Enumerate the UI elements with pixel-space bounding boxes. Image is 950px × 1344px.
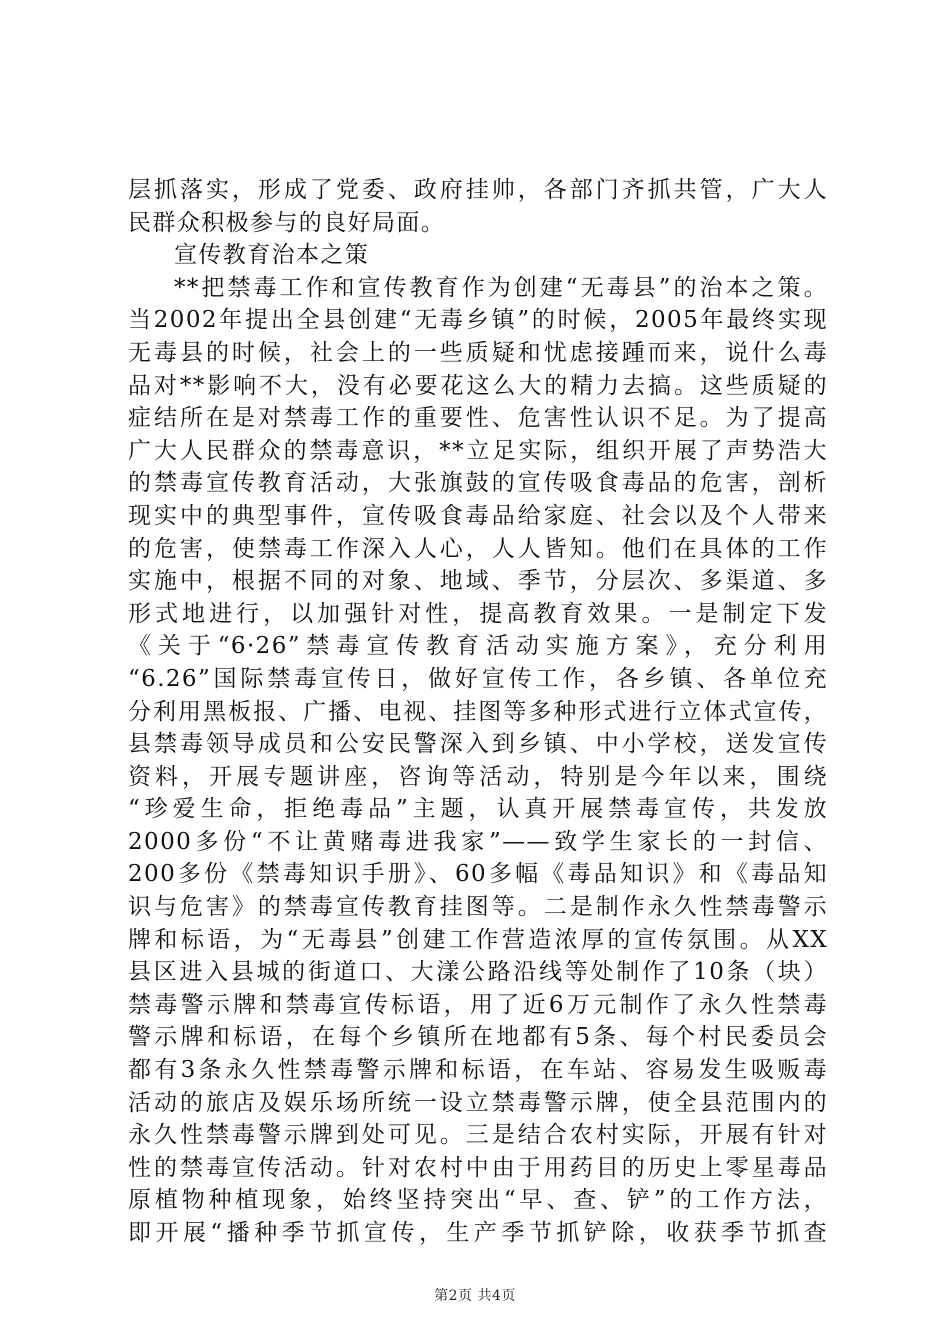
- text-line: 牌和标语，为“无毒县”创建工作营造浓厚的宣传氛围。从XX: [128, 926, 828, 953]
- text-line: 县禁毒领导成员和公安民警深入到乡镇、中小学校，送发宣传: [128, 731, 828, 758]
- text-line: 2000多份“不让黄赌毒进我家”——致学生家长的一封信、: [128, 828, 828, 855]
- text-line: 性的禁毒宣传活动。针对农村中由于用药目的历史上零星毒品: [128, 1154, 828, 1181]
- text-line: 禁毒警示牌和禁毒宣传标语，用了近6万元制作了永久性禁毒: [128, 991, 828, 1018]
- text-line: 《关于“6·26”禁毒宣传教育活动实施方案》，充分利用: [128, 633, 828, 660]
- text-line: 宣传教育治本之策: [174, 242, 370, 269]
- text-line: “珍爱生命，拒绝毒品”主题，认真开展禁毒宣传，共发放: [128, 796, 828, 823]
- text-line: 的禁毒宣传教育活动，大张旗鼓的宣传吸食毒品的危害，剖析: [128, 470, 828, 497]
- text-line: 资料，开展专题讲座，咨询等活动，特别是今年以来，围绕: [128, 763, 828, 790]
- document-body: [128, 174, 828, 1250]
- text-line: 层抓落实，形成了党委、政府挂帅，各部门齐抓共管，广大人: [128, 177, 828, 203]
- text-line: 的危害，使禁毒工作深入人心，人人皆知。他们在具体的工作: [128, 535, 828, 562]
- text-line: 警示牌和标语，在每个乡镇所在地都有5条、每个村民委员会: [128, 1024, 828, 1051]
- text-line: 实施中，根据不同的对象、地域、季节，分层次、多渠道、多: [128, 568, 828, 595]
- text-line: 分利用黑板报、广播、电视、挂图等多种形式进行立体式宣传，: [128, 698, 828, 725]
- text-line: 症结所在是对禁毒工作的重要性、危害性认识不足。为了提高: [128, 405, 828, 432]
- text-line: 县区进入县城的街道口、大漾公路沿线等处制作了10条（块）: [128, 959, 828, 986]
- text-line: “6.26”国际禁毒宣传日，做好宣传工作，各乡镇、各单位充: [128, 665, 828, 692]
- text-line: 活动的旅店及娱乐场所统一设立禁毒警示牌，使全县范围内的: [128, 1089, 828, 1116]
- text-line: 形式地进行，以加强针对性，提高教育效果。一是制定下发: [128, 600, 828, 627]
- text-line: 无毒县的时候，社会上的一些质疑和忧虑接踵而来，说什么毒: [128, 339, 828, 366]
- text-line: 永久性禁毒警示牌到处可见。三是结合农村实际，开展有针对: [128, 1122, 828, 1149]
- text-line: 现实中的典型事件，宣传吸食毒品给家庭、社会以及个人带来: [128, 502, 828, 529]
- page-footer: 第2页 共4页: [434, 1288, 516, 1304]
- text-line: 广大人民群众的禁毒意识，**立足实际，组织开展了声势浩大: [128, 437, 828, 464]
- text-line: 识与危害》的禁毒宣传教育挂图等。二是制作永久性禁毒警示: [128, 894, 828, 921]
- text-line: 品对**影响不大，没有必要花这么大的精力去搞。这些质疑的: [128, 372, 828, 399]
- text-line: 200多份《禁毒知识手册》、60多幅《毒品知识》和《毒品知: [128, 861, 828, 888]
- text-line: 原植物种植现象，始终坚持突出“早、查、铲”的工作方法，: [128, 1187, 828, 1214]
- text-line: 当2002年提出全县创建“无毒乡镇”的时候，2005年最终实现: [128, 307, 828, 334]
- text-line: 民群众积极参与的良好局面。: [128, 209, 446, 236]
- text-line: 即开展“播种季节抓宣传，生产季节抓铲除，收获季节抓查: [128, 1220, 828, 1246]
- text-line: **把禁毒工作和宣传教育作为创建“无毒县”的治本之策。: [174, 274, 828, 301]
- text-line: 都有3条永久性禁毒警示牌和标语，在车站、容易发生吸贩毒: [128, 1057, 828, 1084]
